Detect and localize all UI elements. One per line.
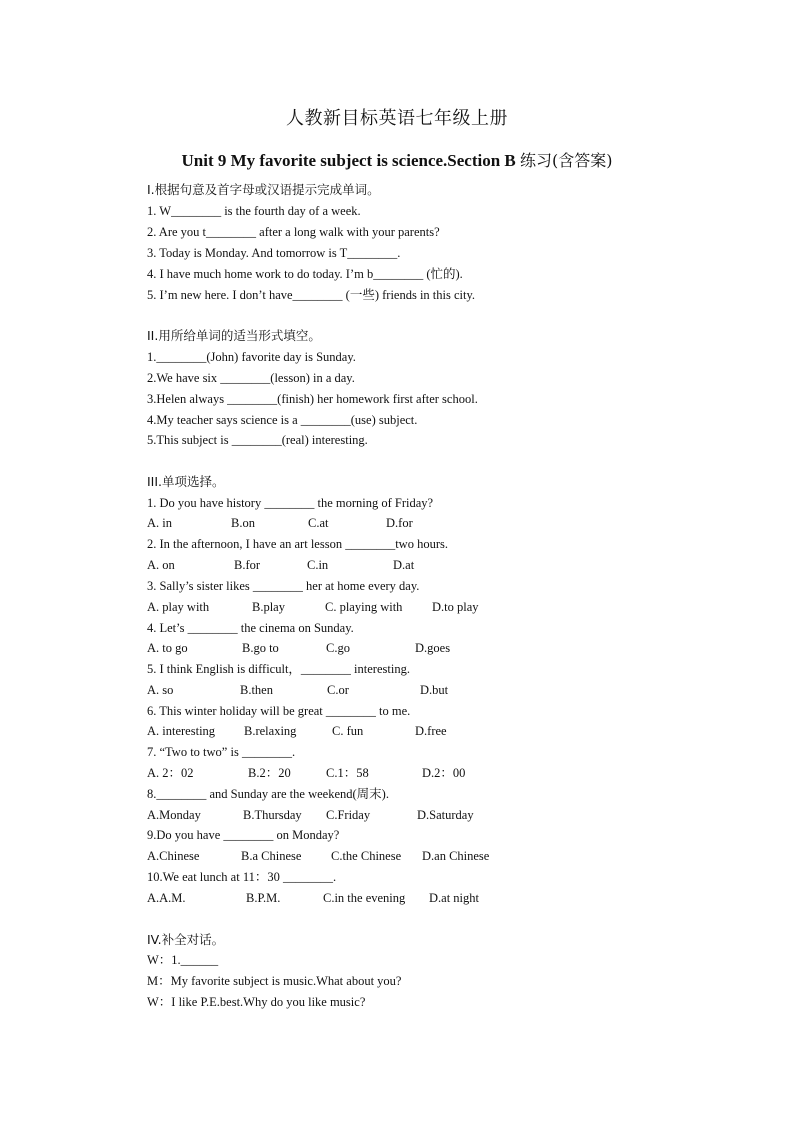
section2-item: 1.________(John) favorite day is Sunday. bbox=[147, 350, 356, 364]
mc-question: 5. I think English is difficult，________ interesting. bbox=[147, 662, 410, 676]
mc-option: A. to go bbox=[147, 641, 188, 655]
mc-question: 10.We eat lunch at 11：30 ________. bbox=[147, 870, 337, 884]
section2-item: 5.This subject is ________(real) interesting. bbox=[147, 433, 368, 447]
page-subtitle bbox=[0, 148, 794, 171]
mc-option: B.then bbox=[240, 683, 273, 697]
dialogue-line: M：My favorite subject is music.What about you? bbox=[147, 974, 402, 988]
mc-option: B.2：20 bbox=[248, 766, 291, 780]
mc-question: 1. Do you have history ________ the morning of Friday? bbox=[147, 496, 434, 510]
mc-option: D.2：00 bbox=[422, 766, 466, 780]
mc-option: A. play with bbox=[147, 600, 210, 614]
mc-option: C.1：58 bbox=[326, 766, 369, 780]
mc-option: C.in bbox=[307, 558, 329, 572]
mc-question: 9.Do you have ________ on Monday? bbox=[147, 828, 340, 842]
mc-option: B.Thursday bbox=[243, 808, 302, 822]
mc-option: A. so bbox=[147, 683, 174, 697]
mc-option: D.free bbox=[415, 724, 447, 738]
mc-option: D.for bbox=[386, 516, 413, 530]
mc-option: B.on bbox=[231, 516, 255, 530]
section1-item: 2. Are you t________ after a long walk with your parents? bbox=[147, 225, 440, 239]
mc-question: 4. Let’s ________ the cinema on Sunday. bbox=[147, 621, 354, 635]
mc-option: C. fun bbox=[332, 724, 364, 738]
section1-item: 5. I’m new here. I don’t have________ (一些) friends in this city. bbox=[147, 288, 476, 302]
section4-heading: IV.补全对话。 bbox=[147, 932, 225, 947]
mc-option: A.Chinese bbox=[147, 849, 200, 863]
mc-option: C. playing with bbox=[325, 600, 403, 614]
mc-option: C.or bbox=[327, 683, 349, 697]
mc-option: C.go bbox=[326, 641, 350, 655]
mc-option: D.to play bbox=[432, 600, 479, 614]
mc-option: A. on bbox=[147, 558, 175, 572]
dialogue-line: W：I like P.E.best.Why do you like music? bbox=[147, 995, 366, 1009]
mc-option: B.play bbox=[252, 600, 285, 614]
subtitle-chinese: 练习(含答案) bbox=[520, 151, 613, 170]
mc-option: D.but bbox=[420, 683, 449, 697]
section2-item: 4.My teacher says science is a ________(use) subject. bbox=[147, 413, 418, 427]
mc-option: B.P.M. bbox=[246, 891, 281, 905]
mc-option: A. interesting bbox=[147, 724, 216, 738]
mc-option: A. in bbox=[147, 516, 172, 530]
section2-item: 2.We have six ________(lesson) in a day. bbox=[147, 371, 355, 385]
mc-option: C.in the evening bbox=[323, 891, 406, 905]
section2-heading: II.用所给单词的适当形式填空。 bbox=[147, 328, 321, 343]
mc-question: 6. This winter holiday will be great ________ to me. bbox=[147, 704, 411, 718]
mc-option: B.relaxing bbox=[244, 724, 297, 738]
section1-item: 4. I have much home work to do today. I’m b________ (忙的). bbox=[147, 267, 463, 281]
mc-option: D.an Chinese bbox=[422, 849, 490, 863]
section2-item: 3.Helen always ________(finish) her homework first after school. bbox=[147, 392, 478, 406]
mc-option: B.for bbox=[234, 558, 261, 572]
section3-heading: III.单项选择。 bbox=[147, 474, 225, 489]
mc-option: B.a Chinese bbox=[241, 849, 302, 863]
page-title: 人教新目标英语七年级上册 bbox=[286, 108, 508, 129]
mc-option: C.Friday bbox=[326, 808, 371, 822]
mc-option: C.at bbox=[308, 516, 329, 530]
subtitle-english: Unit 9 My favorite subject is science.Section B bbox=[181, 151, 521, 170]
mc-option: B.go to bbox=[242, 641, 279, 655]
section1-heading: I.根据句意及首字母或汉语提示完成单词。 bbox=[147, 182, 380, 197]
mc-question: 7. “Two to two” is ________. bbox=[147, 745, 296, 759]
section1-item: 1. W________ is the fourth day of a week. bbox=[147, 204, 361, 218]
mc-question: 8.________ and Sunday are the weekend(周末). bbox=[147, 787, 389, 801]
mc-question: 2. In the afternoon, I have an art lesson ________two hours. bbox=[147, 537, 448, 551]
mc-question: 3. Sally’s sister likes ________ her at home every day. bbox=[147, 579, 420, 593]
mc-option: D.goes bbox=[415, 641, 451, 655]
mc-option: C.the Chinese bbox=[331, 849, 402, 863]
mc-option: A. 2：02 bbox=[147, 766, 194, 780]
mc-option: D.at night bbox=[429, 891, 479, 905]
mc-option: D.at bbox=[393, 558, 415, 572]
section1-item: 3. Today is Monday. And tomorrow is T________. bbox=[147, 246, 401, 260]
mc-option: D.Saturday bbox=[417, 808, 474, 822]
mc-option: A.A.M. bbox=[147, 891, 186, 905]
dialogue-line: W：1.______ bbox=[147, 953, 219, 967]
mc-option: A.Monday bbox=[147, 808, 201, 822]
